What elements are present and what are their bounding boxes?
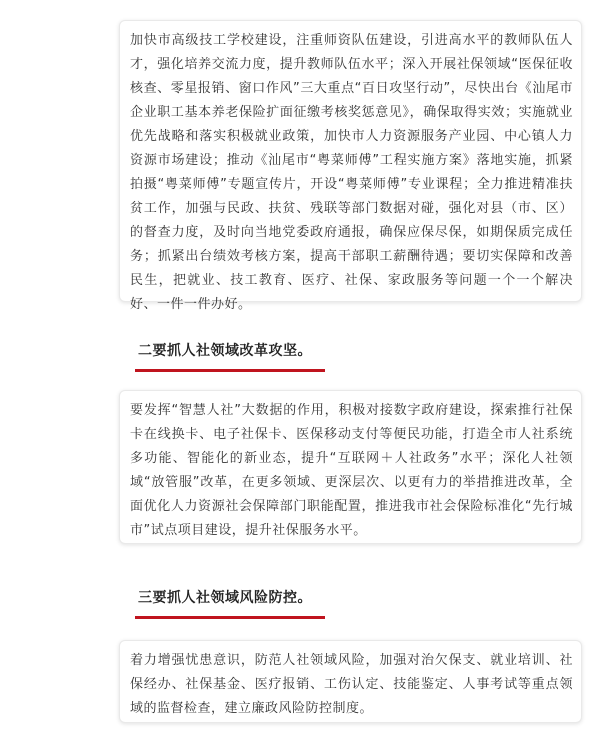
paragraph-card-1: [119, 20, 582, 312]
section-heading-risk-control: [135, 588, 325, 619]
section-heading-text: 三要抓人社领域风险防控。: [138, 590, 312, 606]
section-heading-reform: [135, 341, 325, 372]
heading-underline: [135, 369, 325, 372]
paragraph-text: 要发挥“智慧人社”大数据的作用，积极对接数字政府建设，探索推行社保卡在线换卡、电子社保卡、医保移动支付等便民功能，打造全市人社系统多功能、智能化的新业态，提升“互联网＋人社政务”水平；深化人社领域“放管服”改革，在更多领域、更深层次、以更有力的举措推进改革，全面优化人力资源社会保障部门职能配置，推进我市社会保险标准化“先行城市”试点项目建设，提升社保服务水平。: [130, 403, 573, 538]
paragraph-text: 着力增强忧患意识，防范人社领域风险，加强对治欠保支、就业培训、社保经办、社保基金、医疗报销、工伤认定、技能鉴定、人事考试等重点领域的监督检查，建立廉政风险防控制度。: [130, 653, 573, 716]
paragraph-card-2: [119, 390, 582, 544]
paragraph-card-3: [119, 640, 582, 723]
section-heading-text: 二要抓人社领域改革攻坚。: [138, 343, 312, 359]
paragraph-text: 加快市高级技工学校建设，注重师资队伍建设，引进高水平的教师队伍人才，强化培养交流力度，提升教师队伍水平；深入开展社保领域“医保征收核查、零星报销、窗口作风”三大重点“百日攻坚行动”，尽快出台《汕尾市企业职工基本养老保险扩面征缴考核奖惩意见》，确保取得实效；实施就业优先战略和落实积极就业政策，加快市人力资源服务产业园、中心镇人力资源市场建设；推动《汕尾市“粤菜师傅”工程实施方案》落地实施，抓紧拍摄“粤菜师傅”专题宣传片，开设“粤菜师傅”专业课程；全力推进精准扶贫工作，加强与民政、扶贫、残联等部门数据对碰，强化对县（市、区）的督查力度，及时向当地党委政府通报，确保应保尽保，如期保质完成任务；抓紧出台绩效考核方案，提高干部职工薪酬待遇；要切实保障和改善民生，把就业、技工教育、医疗、社保、家政服务等问题一个一个解决好、一件一件办好。: [130, 33, 573, 312]
heading-underline: [135, 616, 325, 619]
